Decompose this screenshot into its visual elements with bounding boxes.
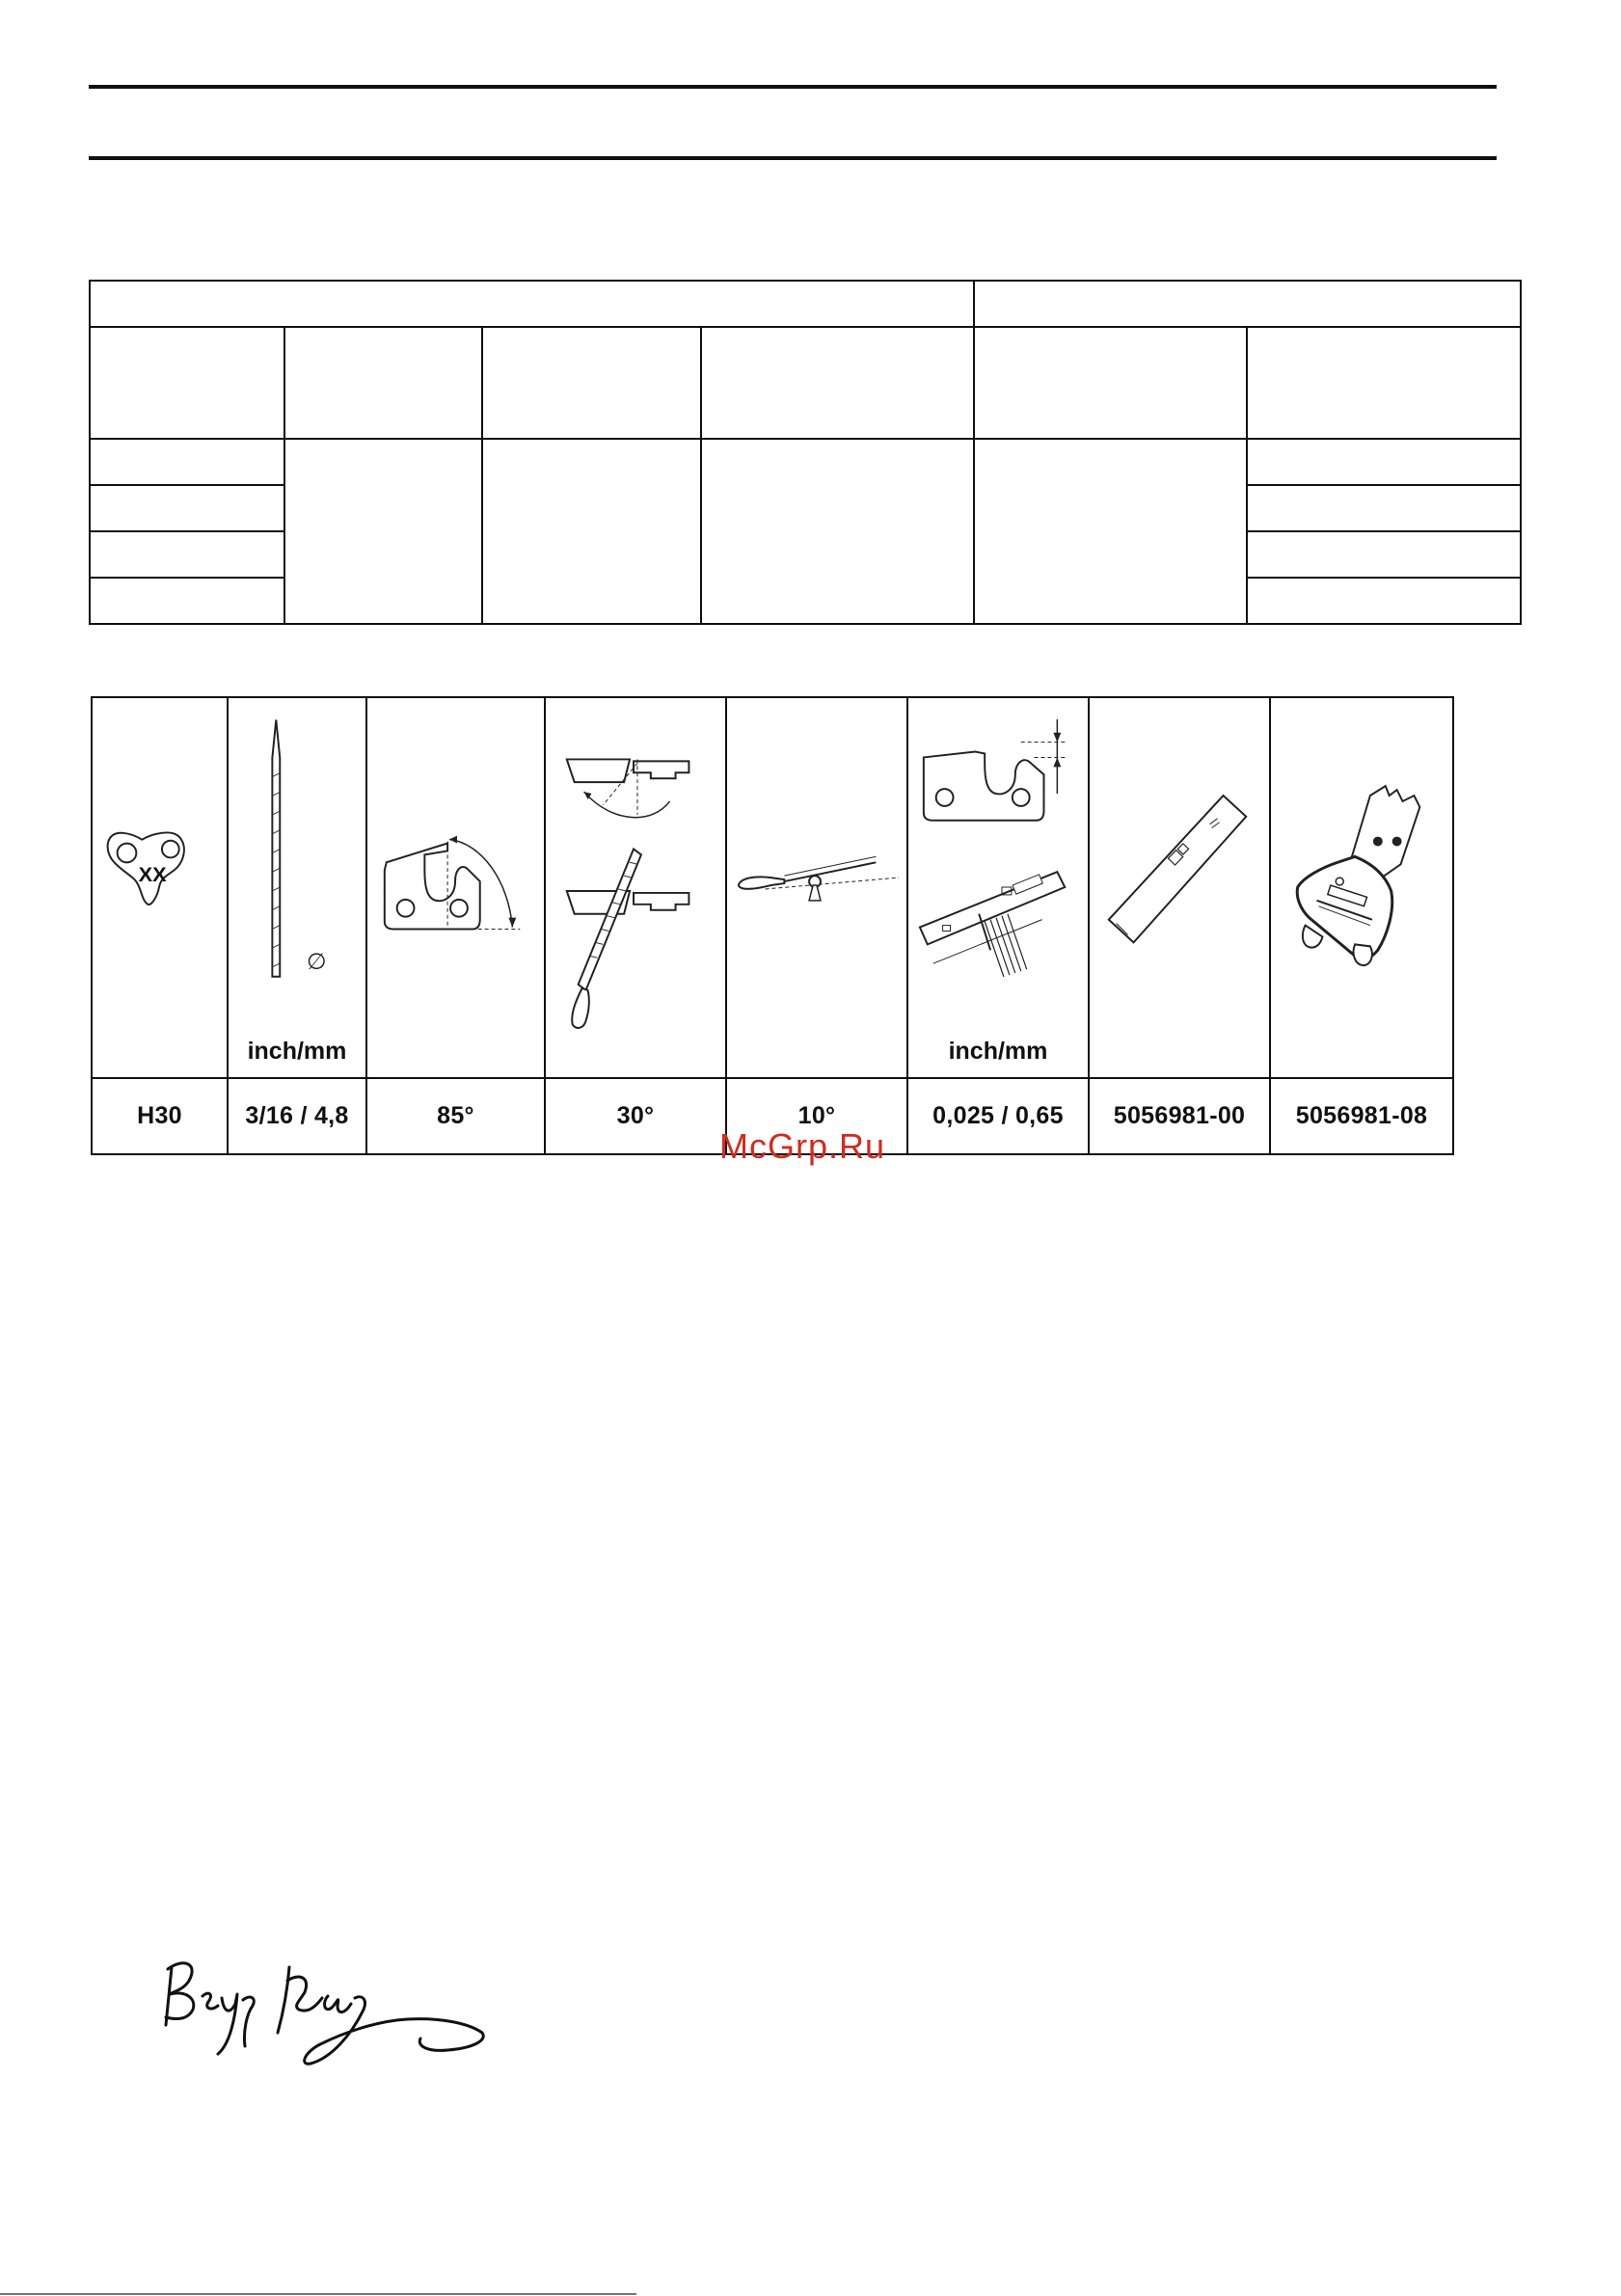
filing-angle-icon [546,698,725,1077]
header-rule-bottom [89,156,1497,160]
table-cell [1247,439,1521,485]
file-tilt-angle-value: 10° [726,1078,907,1154]
file-tilt-angle-cell [726,697,907,1078]
header-rule-top [89,85,1497,89]
file-tilt-angle-icon [727,698,906,1077]
table-cell [701,327,974,439]
file-diameter-cell [228,697,366,1078]
top-plate-angle-value: 85° [366,1078,545,1154]
table-cell [90,485,284,531]
table-cell [90,281,974,327]
table-cell [701,439,974,624]
filing-spec-table [91,696,1454,1155]
table-cell [1247,578,1521,624]
filing-angle-cell [545,697,726,1078]
top-plate-angle-cell [366,697,545,1078]
chain-code-value: H30 [92,1078,228,1154]
filing-angle-value: 30° [545,1078,726,1154]
table-cell [974,327,1247,439]
table-cell [482,327,701,439]
table-cell [90,531,284,578]
table-cell [90,578,284,624]
file-holder-icon [1271,698,1452,1077]
marking-label: XX [138,862,167,887]
chain-marking-cell [92,697,228,1078]
round-file-icon [229,698,365,1077]
table-cell [90,327,284,439]
file-diameter-value: 3/16 / 4,8 [228,1078,366,1154]
table-cell [90,439,284,485]
table-cell [1247,485,1521,531]
depth-gauge-icon [908,698,1088,1077]
blank-spec-table [89,280,1522,625]
gauge-tool-part-number: 5056981-00 [1089,1078,1270,1154]
table-cell [974,281,1521,327]
table-cell [284,439,482,624]
file-diameter-unit: inch/mm [247,1038,347,1065]
table-cell [974,439,1247,624]
footer-rule [0,2293,636,2295]
depth-gauge-unit: inch/mm [948,1038,1048,1065]
table-cell [482,439,701,624]
file-holder-cell [1270,697,1453,1078]
file-holder-part-number: 5056981-08 [1270,1078,1453,1154]
diameter-symbol: ∅ [306,947,327,975]
depth-gauge-value: 0,025 / 0,65 [907,1078,1089,1154]
chain-marking-icon [93,698,227,1077]
depth-gauge-tool-cell [1089,697,1270,1078]
watermark-text: McGrp.Ru [719,1126,886,1166]
table-cell [1247,327,1521,439]
top-plate-angle-icon [367,698,544,1077]
depth-gauge-tool-icon [1090,698,1269,1077]
depth-gauge-cell [907,697,1089,1078]
table-cell [1247,531,1521,578]
table-cell [284,327,482,439]
handwritten-signature [154,1938,521,2083]
